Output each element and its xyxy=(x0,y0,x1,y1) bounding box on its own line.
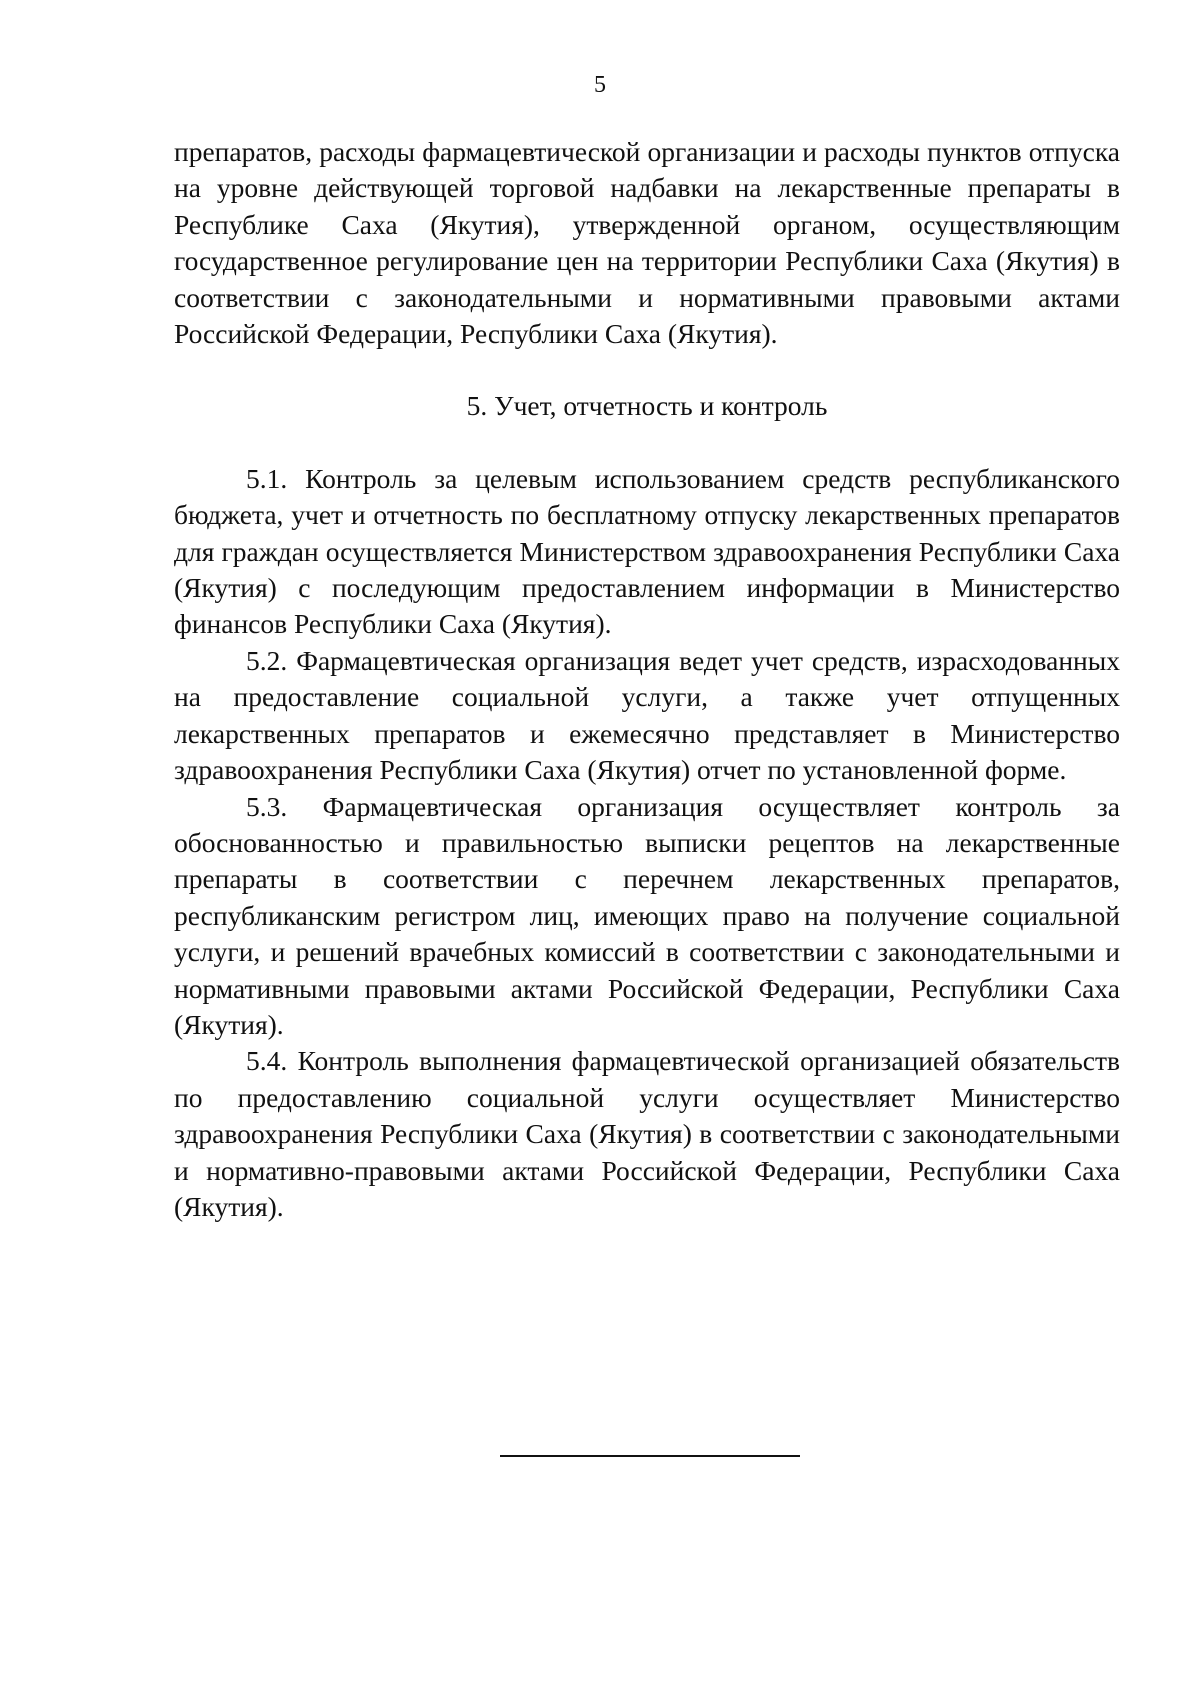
continuation-paragraph: препаратов, расходы фармацевтической организации и расходы пунктов отпуска на уровне действующей торговой надбавки на лекарственные препараты в Республике Саха (Якутия), утвержденной органом, осуществляющим государственное регулирование цен на территории Республики Саха (Якутия) в соответствии с законодательными и нормативными правовыми актами Российской Федерации, Республики Саха (Якутия). xyxy=(174,136,1120,350)
end-of-document-rule xyxy=(500,1455,800,1457)
section-heading: 5. Учет, отчетность и контроль xyxy=(466,390,828,422)
paragraph-5-1: 5.1. Контроль за целевым использованием средств республиканского бюджета, учет и отчетность по бесплатному отпуску лекарственных препаратов для граждан осуществляется Министерством здравоохранения Республики Саха (Якутия) с последующим предоставлением информации в Министерство финансов Республики Саха (Якутия). xyxy=(174,462,1120,640)
document-body xyxy=(174,134,1120,1225)
paragraph-5-3: 5.3. Фармацевтическая организация осуществляет контроль за обоснованностью и правильностью выписки рецептов на лекарственные препараты в соответствии с перечнем лекарственных препаратов, республиканским регистром лиц, имеющих право на получение социальной услуги, и решений врачебных комиссий в соответствии с законодательными и нормативными правовыми актами Российской Федерации, Республики Саха (Якутия). xyxy=(174,790,1120,1040)
paragraph-5-2: 5.2. Фармацевтическая организация ведет учет средств, израсходованных на предоставление социальной услуги, а также учет отпущенных лекарственных препаратов и ежемесячно представляет в Министерство здравоохранения Республики Саха (Якутия) отчет по установленной форме. xyxy=(174,644,1120,786)
page-number: 5 xyxy=(594,72,606,98)
paragraph-5-4: 5.4. Контроль выполнения фармацевтической организацией обязательств по предоставлению социальной услуги осуществляет Министерство здравоохранения Республики Саха (Якутия) в соответствии с законодательными и нормативно-правовыми актами Российской Федерации, Республики Саха (Якутия). xyxy=(174,1045,1120,1222)
